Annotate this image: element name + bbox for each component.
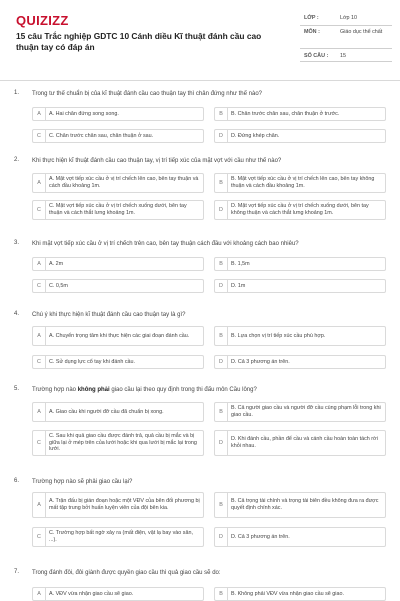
question-number: 7. <box>14 569 20 575</box>
option-letter: D <box>215 280 228 292</box>
option-c[interactable] <box>32 355 204 369</box>
meta-value: Giáo dục thể chất <box>340 29 383 35</box>
option-letter: B <box>215 493 228 517</box>
meta-row-subject <box>300 26 392 49</box>
option-text: B. Không phải VĐV vừa nhận giao cầu sẽ giao. <box>231 590 344 597</box>
question-text: Trường hợp nào không phải giao cầu lại theo quy định trong thi đấu môn Cầu lông? <box>32 387 257 393</box>
option-letter: D <box>215 130 228 142</box>
option-d[interactable] <box>214 355 386 369</box>
option-text: D. Đứng khép chân. <box>231 132 280 139</box>
meta-value: Lớp 10 <box>340 15 358 21</box>
option-text: C. 0,5m <box>49 282 68 289</box>
question-text: Chú ý khi thực hiện kĩ thuật đánh cầu cao thuận tay là gì? <box>32 312 186 318</box>
question-text: Khi mặt vợt tiếp xúc cầu ở vị trí chếch trên cao, bên tay thuận cách đầu với khoảng cách bao nhiêu? <box>32 241 299 247</box>
meta-value: 15 <box>340 53 346 59</box>
option-c[interactable] <box>32 430 204 456</box>
option-c[interactable] <box>32 129 204 143</box>
option-text: B. Cả người giao cầu và người đỡ cầu cùng phạm lỗi trong khi giao cầu. <box>231 405 381 418</box>
option-letter: B <box>215 327 228 345</box>
option-text: D. Cả 3 phương án trên. <box>231 358 290 365</box>
option-letter: C <box>33 528 46 546</box>
option-letter: A <box>33 403 46 421</box>
quizizz-logo[interactable]: QUIZIZZ <box>16 13 69 28</box>
option-d[interactable] <box>214 279 386 293</box>
option-text: C. Chân trước chân sau, chân thuận ở sau. <box>49 132 154 139</box>
option-text: C. Sử dụng lực cổ tay khi đánh cầu. <box>49 358 136 365</box>
option-text: C. Sau khi quả giao cầu được đánh trả, quả cầu bị mắc và bị giữa lại ở mép trên của lưới hoặc khi qua lưới bị mắc lại trong lưới. <box>49 433 197 453</box>
option-text: A. Hai chân đứng song song. <box>49 110 119 117</box>
header-divider <box>0 80 400 81</box>
option-b[interactable] <box>214 402 386 422</box>
question-text: Trong tư thế chuẩn bị của kĩ thuật đánh cầu cao thuận tay thì chân đứng như thế nào? <box>32 91 262 97</box>
option-a[interactable] <box>32 402 204 422</box>
option-text: D. Cả 3 phương án trên. <box>231 533 290 540</box>
option-letter: D <box>215 431 228 455</box>
option-letter: A <box>33 493 46 517</box>
meta-label: MÔN : <box>304 29 320 35</box>
option-letter: B <box>215 174 228 192</box>
meta-label: SỐ CÂU : <box>304 53 329 59</box>
option-text: B. Cả trọng tài chính và trọng tài biên đều không đưa ra được quyết định chính xác. <box>231 498 379 511</box>
option-c[interactable] <box>32 527 204 547</box>
question-text: Khi thực hiện kĩ thuật đánh cầu cao thuận tay, vị trí tiếp xúc của mặt vợt với cầu như thế nào? <box>32 158 282 164</box>
option-letter: B <box>215 258 228 270</box>
option-a[interactable] <box>32 326 204 346</box>
option-b[interactable] <box>214 587 386 601</box>
option-a[interactable] <box>32 492 204 518</box>
option-c[interactable] <box>32 279 204 293</box>
option-letter: C <box>33 356 46 368</box>
option-letter: B <box>215 108 228 120</box>
question-number: 2. <box>14 157 20 163</box>
question-number: 6. <box>14 478 20 484</box>
option-text: C. Mặt vợt tiếp xúc cầu ở vị trí chếch xuống dưới, bên tay thuận và cách thắt lưng khoảng 1m. <box>49 203 187 216</box>
option-text: A. Giao cầu khi người đỡ cầu đã chuẩn bị xong. <box>49 408 164 415</box>
option-text: A. Chuyển trọng tâm khi thực hiện các giai đoạn đánh cầu. <box>49 332 190 339</box>
option-letter: D <box>215 356 228 368</box>
question-number: 4. <box>14 311 20 317</box>
option-letter: C <box>33 431 46 455</box>
question-text: Trong đánh đôi, đôi giành được quyền giao cầu thì quả giao cầu sẽ do: <box>32 570 221 576</box>
option-text: B. Lựa chọn vị trí tiếp xúc cầu phù hợp. <box>231 332 326 339</box>
option-text: B. 1,5m <box>231 260 250 267</box>
option-b[interactable] <box>214 326 386 346</box>
option-letter: D <box>215 528 228 546</box>
option-text: A. Trận đấu bị gián đoạn hoặc một VĐV của bên đối phương bị mất tập trung bởi huấn luyện viên của đội bên kia. <box>49 498 200 511</box>
option-d[interactable] <box>214 527 386 547</box>
option-a[interactable] <box>32 107 204 121</box>
option-letter: A <box>33 327 46 345</box>
question-text: Trường hợp nào sẽ phải giao cầu lại? <box>32 479 133 485</box>
question-number: 3. <box>14 240 20 246</box>
option-letter: A <box>33 174 46 192</box>
option-text: D. 1m <box>231 282 246 289</box>
option-letter: B <box>215 403 228 421</box>
option-text: A. 2m <box>49 260 64 267</box>
worksheet-meta <box>300 13 392 62</box>
option-a[interactable] <box>32 257 204 271</box>
meta-row-count <box>300 49 392 62</box>
option-b[interactable] <box>214 173 386 193</box>
option-a[interactable] <box>32 173 204 193</box>
option-text: A. VĐV vừa nhận giao cầu sẽ giao. <box>49 590 134 597</box>
option-text: D. Khi đánh cầu, phần để cầu và cánh cầu hoàn toàn tách rời khỏi nhau. <box>231 436 378 449</box>
option-letter: C <box>33 201 46 219</box>
option-b[interactable] <box>214 107 386 121</box>
option-b[interactable] <box>214 257 386 271</box>
option-text: B. Chân trước chân sau, chân thuận ở trước. <box>231 110 340 117</box>
option-letter: D <box>215 201 228 219</box>
option-d[interactable] <box>214 129 386 143</box>
page-title: 15 câu Trắc nghiệp GDTC 10 Cánh diều Kĩ thuật đánh cầu cao thuận tay có đáp án <box>16 31 262 52</box>
worksheet-header <box>0 0 400 78</box>
option-letter: A <box>33 588 46 600</box>
meta-label: LỚP : <box>304 15 319 21</box>
option-c[interactable] <box>32 200 204 220</box>
option-text: B. Mặt vợt tiếp xúc cầu ở vị trí chếch lên cao, bên tay không thuận và cách đầu khoảng 1m. <box>231 176 375 189</box>
option-a[interactable] <box>32 587 204 601</box>
option-d[interactable] <box>214 200 386 220</box>
option-text: D. Mặt vợt tiếp xúc cầu ở vị trí chếch xuống dưới, bên tay không thuận và cách thắt lưng khoảng 1m. <box>231 203 369 216</box>
question-number: 1. <box>14 90 20 96</box>
option-letter: B <box>215 588 228 600</box>
option-letter: C <box>33 130 46 142</box>
meta-row-class <box>300 13 392 26</box>
option-b[interactable] <box>214 492 386 518</box>
question-number: 5. <box>14 386 20 392</box>
option-letter: A <box>33 258 46 270</box>
option-text: C. Trường hợp bất ngờ xảy ra (mất điện, vật lạ bay vào sân, ...). <box>49 530 193 543</box>
option-text: A. Mặt vợt tiếp xúc cầu ở vị trí chếch lên cao, bên tay thuận và cách đầu khoảng 1m. <box>49 176 199 189</box>
option-letter: A <box>33 108 46 120</box>
option-d[interactable] <box>214 430 386 456</box>
option-letter: C <box>33 280 46 292</box>
